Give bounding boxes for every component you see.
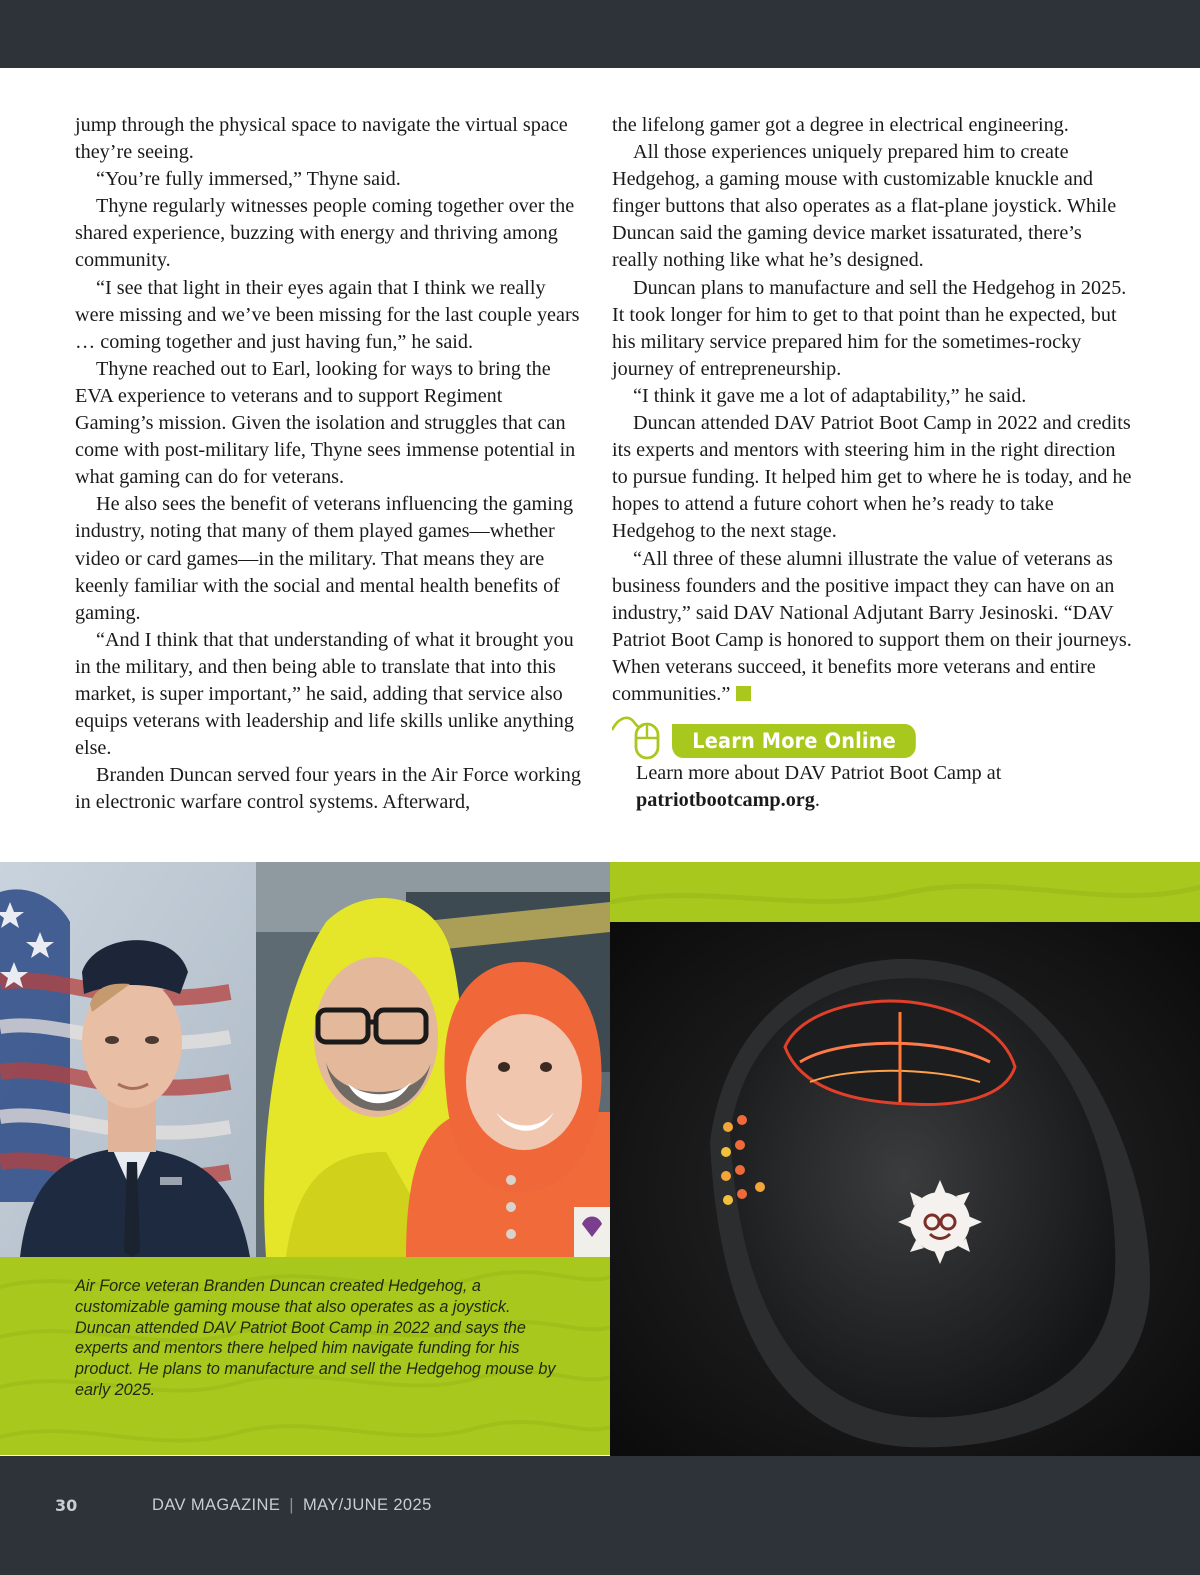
article-column-right <box>612 112 1132 708</box>
page-number: 30 <box>55 1496 78 1515</box>
paragraph-text: “All three of these alumni illustrate the value of veterans as business founders and the positive impact they can have on an industry,” said DAV National Adjutant Barry Jesinoski. “DAV Patriot Boot Camp is honored to support them on their journeys. When veterans succeed, it benefits more veterans and entire communities.” <box>612 547 1132 705</box>
end-of-article-mark <box>736 686 751 701</box>
footer-bar <box>0 1456 1200 1575</box>
top-header-bar <box>0 0 1200 68</box>
paragraph-text: “And I think that that understanding of what it brought you in the military, and then being able to translate that into this market, is super important,” he said, adding that service also equips veterans with leadership and life skills unlike anything else. <box>75 628 574 760</box>
learn-more-heading: Learn More Online <box>672 724 916 758</box>
article-paragraph <box>75 762 585 816</box>
paragraph-text: All those experiences uniquely prepared him to create Hedgehog, a gaming mouse with customizable knuckle and finger buttons that also operates as a flat-plane joystick. While Duncan said the gaming device market issaturated, there’s really nothing like what he’s designed. <box>612 141 1117 272</box>
article-paragraph <box>612 112 1132 139</box>
article-paragraph <box>612 139 1132 274</box>
publication-line <box>152 1496 432 1515</box>
airman-portrait-photo <box>0 862 256 1257</box>
issue-date: MAY/JUNE 2025 <box>302 1496 432 1514</box>
photo-caption: Air Force veteran Branden Duncan created Hedgehog, a customizable gaming mouse that also operates as a joystick. Duncan attended DAV Patriot Boot Camp in 2022 and says the experts and mentors there helped him navigate funding for his product. He plans to manufacture and sell the Hedgehog mouse by early 2025. <box>75 1277 556 1399</box>
learn-more-box <box>612 712 1172 822</box>
paragraph-text: Thyne regularly witnesses people coming together over the shared experience, buzzing with energy and thriving among community. <box>75 195 575 272</box>
learn-more-period: . <box>814 789 820 812</box>
paragraph-text: “I see that light in their eyes again that I think we really were missing and we’ve been missing for the last couple years … coming together and just having fun,” he said. <box>75 276 580 353</box>
paragraph-text: Duncan attended DAV Patriot Boot Camp in 2022 and credits its experts and mentors with steering him in the right direction to pursue funding. It helped him get to where he is today, and he hopes to attend a future cohort when he’s ready to take Hedgehog to the next stage. <box>612 412 1132 543</box>
article-paragraph <box>75 491 585 626</box>
publication-name: DAV MAGAZINE <box>152 1496 281 1514</box>
article-paragraph <box>612 383 1132 410</box>
paragraph-text: “I think it gave me a lot of adaptability,” he said. <box>633 384 1027 407</box>
article-paragraph <box>75 356 585 491</box>
paragraph-text: Duncan plans to manufacture and sell the Hedgehog in 2025. It took longer for him to get to that point than he expected, but his military service prepared him for the sometimes-rocky journey of entrepreneurship. <box>612 276 1127 380</box>
paragraph-text: the lifelong gamer got a degree in electrical engineering. <box>612 114 1069 136</box>
paragraph-text: jump through the physical space to navigate the virtual space they’re seeing. <box>75 114 568 164</box>
learn-more-link[interactable]: patriotbootcamp.org <box>636 789 815 812</box>
article-column-left <box>75 112 585 816</box>
father-and-child-photo <box>256 862 610 1257</box>
paragraph-text: Thyne reached out to Earl, looking for ways to bring the EVA experience to veterans and to support Regiment Gaming’s mission. Given the isolation and struggles that can come with post-military life, Thyne sees immense potential in what gaming can do for veterans. <box>75 357 576 489</box>
paragraph-text: Branden Duncan served four years in the Air Force working in electronic warfare control systems. Afterward, <box>75 764 581 814</box>
paragraph-text: “You’re fully immersed,” Thyne said. <box>96 168 401 191</box>
learn-more-description: Learn more about DAV Patriot Boot Camp at <box>636 762 1002 784</box>
paragraph-text: He also sees the benefit of veterans influencing the gaming industry, noting that many of them played games—whether video or card games—in the military. That means they are keenly familiar with the social and mental health benefits of gaming. <box>75 493 574 624</box>
computer-mouse-icon <box>612 712 672 762</box>
article-paragraph <box>612 546 1132 709</box>
hedgehog-gaming-mouse-photo <box>610 862 1200 1456</box>
article-paragraph <box>75 166 585 193</box>
learn-more-text <box>636 760 1136 814</box>
footer-separator: | <box>289 1496 294 1514</box>
article-paragraph <box>612 410 1132 545</box>
article-paragraph <box>75 627 585 762</box>
article-paragraph <box>75 193 585 274</box>
article-paragraph <box>75 112 585 166</box>
article-paragraph <box>612 275 1132 383</box>
article-paragraph <box>75 275 585 356</box>
